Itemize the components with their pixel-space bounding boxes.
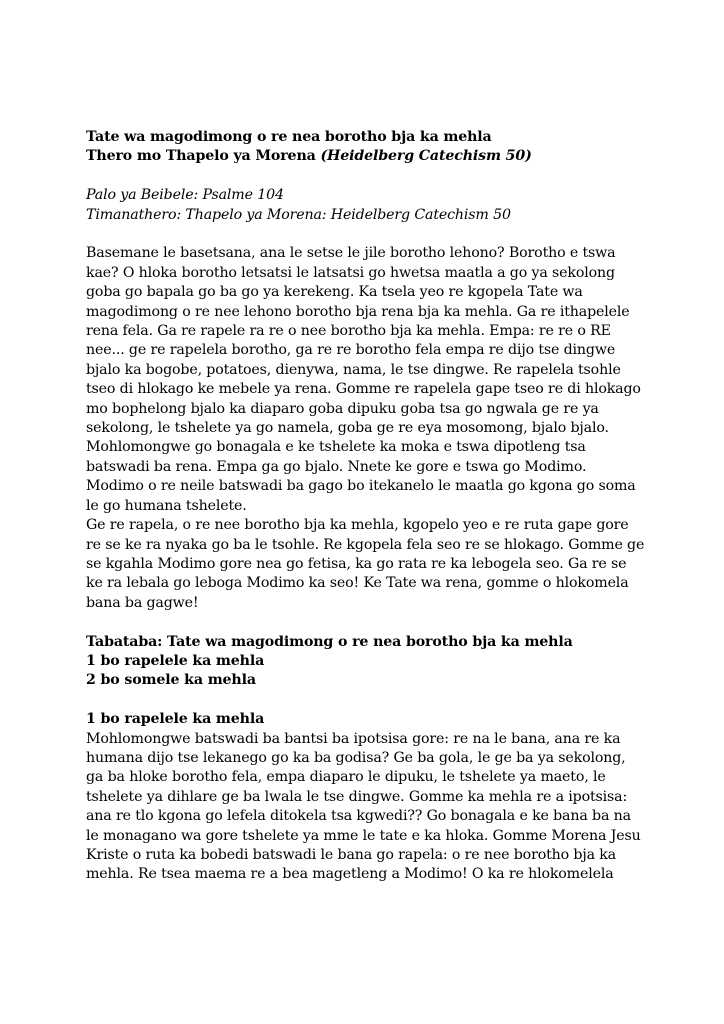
spacer bbox=[86, 225, 646, 244]
section-1-paragraph: Mohlomongwe batswadi ba bantsi ba ipotsisa gore: re na le bana, ana re ka humana dijo tse lekanego go ka ba godisa? Ge ba gola, le ge ba ya sekolong, ga ba hloke borotho fela, empa diaparo le dipuku, le tshelete ya maeto, le tshelete ya dihlare ge ba lwala le tse dingwe. Gomme ka mehla re a ipotsisa: ana re tlo kgona go lefela ditokela tsa kgwedi?? Go bonagala e ke bana ba na le monagano wa gore tshelete ya mme le tate e ka hloka. Gomme Morena Jesu Kriste o ruta ka bobedi batswadi le bana go rapela: o re nee borotho bja ka mehla. Re tsea maema re a bea magetleng a Modimo! O ka re hlokomelela bbox=[86, 730, 641, 883]
document-page bbox=[86, 128, 646, 885]
spacer bbox=[86, 167, 646, 186]
title-line-1: Tate wa magodimong o re nea borotho bja ka mehla bbox=[86, 129, 492, 145]
outline-point-1: 1 bo rapelele ka mehla bbox=[86, 652, 265, 669]
outline-point-2: 2 bo somele ka mehla bbox=[86, 672, 256, 689]
title-line-2: Thero mo Thapelo ya Morena bbox=[86, 148, 321, 165]
body-paragraph-1: Basemane le basetsana, ana le setse le jile borotho lehono? Borotho e tswa kae? O hloka borotho letsatsi le latsatsi go hwetsa maatla a go ya sekolong goba go bapala go ba go ya kerekeng. Ka tsela yeo re kgopela Tate wa magodimong o re nee lehono borotho bja rena bja ka mehla. Ga re ithapelele rena fela. Ga re rapele ra re o nee borotho bja ka mehla. Empa: re re o RE nee... ge re rapelela borotho, ga re re borotho fela empa re dijo tse dingwe bjalo ka bogobe, potatoes, dienywa, nama, le tse dingwe. Re rapelela tsohle tseo di hlokago ke mebele ya rena. Gomme re rapelela gape tseo re di hlokago mo bophelong bjalo ka diaparo goba dipuku goba tsa go ngwala ge re ya sekolong, le tshelete ya go namela, goba ge re eya mosomong, bjalo bjalo. Mohlomongwe go bonagala e ke tshelete ka moka e tswa dipotleng tsa batswadi ba rena. Empa ga go bjalo. Nnete ke gore e tswa go Modimo. Modimo o re neile batswadi ba gago bo itekanelo le maatla go kgona go soma le go humana tshelete. bbox=[86, 245, 641, 514]
bible-reading: Palo ya Beibele: Psalme 104 bbox=[86, 187, 284, 204]
section-1-heading: 1 bo rapelele ka mehla bbox=[86, 711, 265, 728]
outline-title: Tabataba: Tate wa magodimong o re nea borotho bja ka mehla bbox=[86, 633, 573, 650]
title-line-2-reference: (Heidelberg Catechism 50) bbox=[320, 148, 532, 165]
sermon-notes: Timanathero: Thapelo ya Morena: Heidelberg Catechism 50 bbox=[86, 206, 511, 223]
spacer bbox=[86, 613, 646, 632]
document-title bbox=[86, 128, 646, 167]
body-paragraph-2: Ge re rapela, o re nee borotho bja ka mehla, kgopelo yeo e re ruta gape gore re se ke ra nyaka go ba le tsohle. Re kgopela fela seo re se hlokago. Gomme ge se kgahla Modimo gore nea go fetisa, ka go rata re ka lebogela seo. Ga re se ke ra lebala go leboga Modimo ka seo! Ke Tate wa rena, gomme o hlokomela bana ba gagwe! bbox=[86, 517, 645, 611]
spacer bbox=[86, 691, 646, 710]
